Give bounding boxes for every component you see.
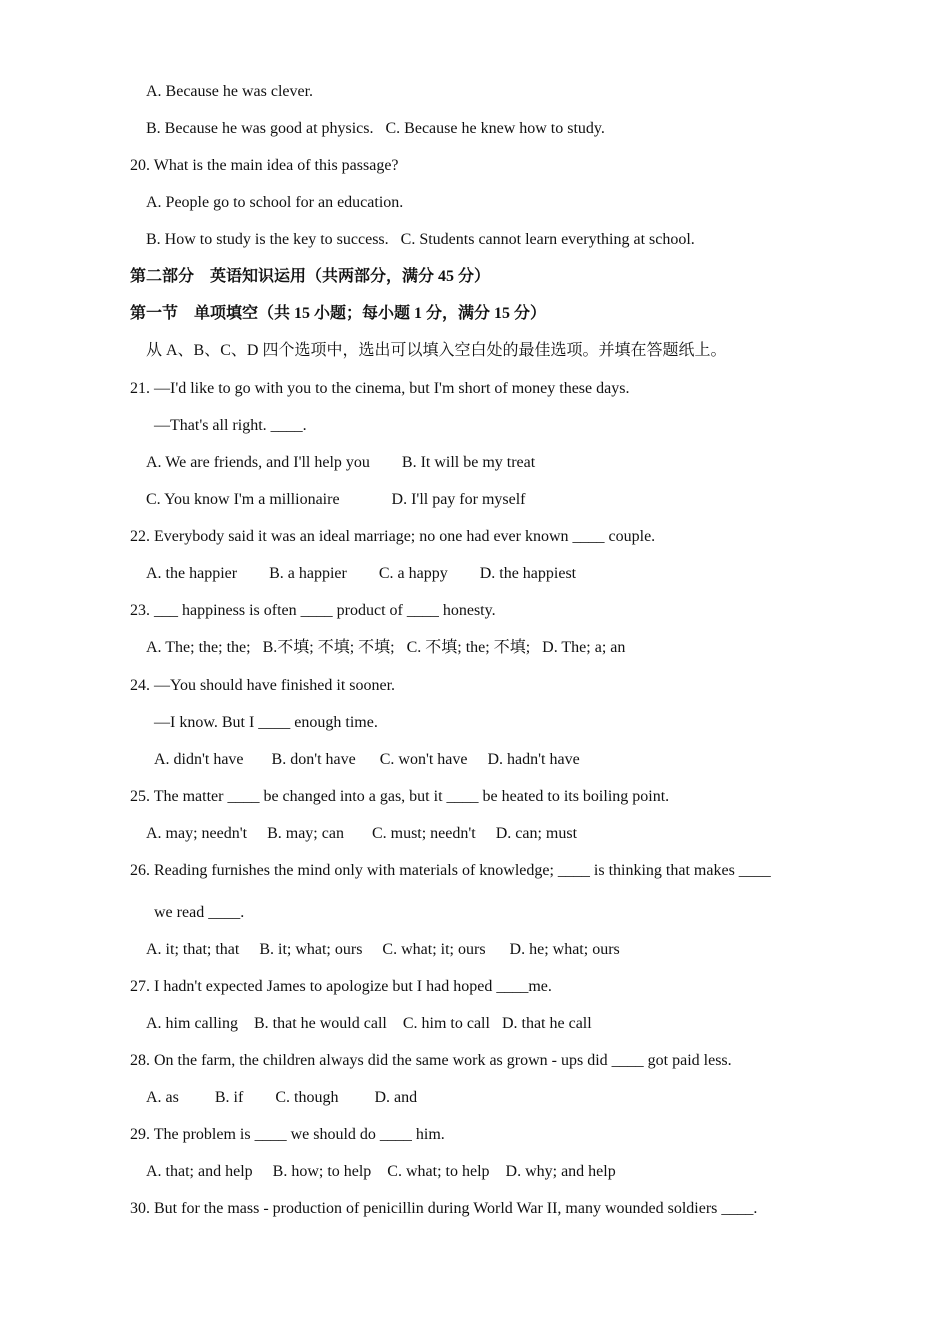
option-line: B. How to study is the key to success. C. Students cannot learn everything at school. bbox=[146, 231, 695, 248]
dialogue-line: —I know. But I ____ enough time. bbox=[154, 714, 378, 731]
option-line: A. as B. if C. though D. and bbox=[146, 1089, 418, 1106]
option-line: A. that; and help B. how; to help C. what; to help D. why; and help bbox=[146, 1163, 616, 1180]
option-line: A. The; the; the; B.不填; 不填; 不填; C. 不填; the; 不填; D. The; a; an bbox=[146, 639, 626, 656]
option-line: A. may; needn't B. may; can C. must; needn't D. can; must bbox=[146, 825, 578, 842]
option-line: B. Because he was good at physics. C. Because he knew how to study. bbox=[146, 120, 605, 137]
question-23: 23. ___ happiness is often ____ product of ____ honesty. bbox=[130, 602, 496, 619]
question-30: 30. But for the mass - production of penicillin during World War II, many wounded soldiers ____. bbox=[130, 1200, 758, 1217]
option-line: A. We are friends, and I'll help you B. It will be my treat bbox=[146, 454, 536, 471]
question-24: 24. —You should have finished it sooner. bbox=[130, 677, 396, 694]
question-26: 26. Reading furnishes the mind only with materials of knowledge; ____ is thinking that makes ____ bbox=[130, 862, 771, 879]
part-heading: 第二部分 英语知识运用（共两部分，满分 45 分） bbox=[130, 268, 491, 285]
option-line: A. didn't have B. don't have C. won't have D. hadn't have bbox=[154, 751, 580, 768]
option-line: A. him calling B. that he would call C. him to call D. that he call bbox=[146, 1015, 592, 1032]
option-line: A. People go to school for an education. bbox=[146, 194, 404, 211]
dialogue-line: —That's all right. ____. bbox=[154, 417, 307, 434]
instructions: 从 A、B、C、D 四个选项中，选出可以填入空白处的最佳选项。并填在答题纸上。 bbox=[146, 342, 727, 359]
question-20: 20. What is the main idea of this passage? bbox=[130, 157, 399, 174]
question-29: 29. The problem is ____ we should do ____ him. bbox=[130, 1126, 445, 1143]
question-21: 21. —I'd like to go with you to the cinema, but I'm short of money these days. bbox=[130, 380, 630, 397]
section-heading: 第一节 单项填空（共 15 小题；每小题 1 分，满分 15 分） bbox=[130, 305, 547, 322]
question-22: 22. Everybody said it was an ideal marriage; no one had ever known ____ couple. bbox=[130, 528, 656, 545]
option-line: A. Because he was clever. bbox=[146, 83, 314, 100]
option-line: C. You know I'm a millionaire D. I'll pay for myself bbox=[146, 491, 526, 508]
question-25: 25. The matter ____ be changed into a gas, but it ____ be heated to its boiling point. bbox=[130, 788, 670, 805]
question-26-continued: we read ____. bbox=[154, 904, 245, 921]
question-27: 27. I hadn't expected James to apologize but I had hoped ____me. bbox=[130, 978, 552, 995]
option-line: A. it; that; that B. it; what; ours C. what; it; ours D. he; what; ours bbox=[146, 941, 620, 958]
question-28: 28. On the farm, the children always did the same work as grown - ups did ____ got paid less. bbox=[130, 1052, 732, 1069]
option-line: A. the happier B. a happier C. a happy D. the happiest bbox=[146, 565, 577, 582]
